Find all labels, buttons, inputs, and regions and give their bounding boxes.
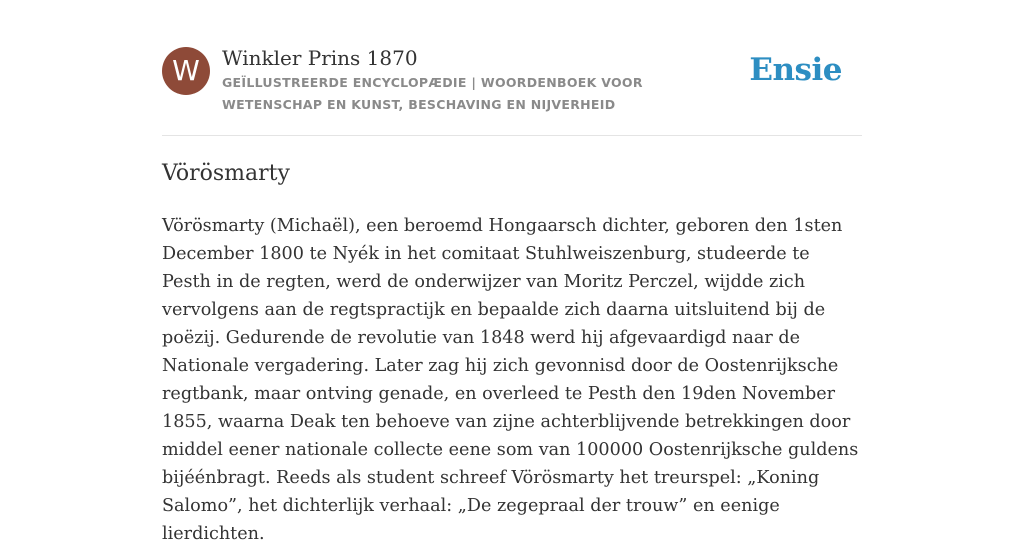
header-divider xyxy=(162,135,862,136)
source-subtitle: GEÏLLUSTREERDE ENCYCLOPÆDIE | WOORDENBOEK VOOR WETENSCHAP EN KUNST, BESCHAVING EN NIJVERHEID xyxy=(222,75,643,112)
article-title: Vörösmarty xyxy=(162,161,290,186)
source-header xyxy=(162,46,862,136)
brand-logo[interactable]: Ensie xyxy=(749,52,842,88)
source-title[interactable]: Winkler Prins 1870 xyxy=(222,46,418,70)
article-body: Vörösmarty (Michaël), een beroemd Hongaarsch dichter, geboren den 1sten December 1800 te Nyék in het comitaat Stuhlweiszenburg, studeerde te Pesth in de regten, werd de onderwijzer van Moritz Perczel, wijdde zich vervolgens aan de regtspractijk en bepaalde zich daarna uitsluitend bij de poëzij. Gedurende de revolutie van 1848 werd hij afgevaardigd naar de Nationale vergadering. Later zag hij zich gevonnisd door de Oostenrijksche regtbank, maar ontving genade, en overleed te Pesth den 19den November 1855, waarna Deak ten behoeve van zijne achterblijvende betrekkingen door middel eener nationale collecte eene som van 100000 Oostenrijksche guldens bijéénbragt. Reeds als student schreef Vörösmarty het treurspel: „Koning Salomo”, het dichterlijk verhaal: „De zegepraal der trouw” en eenige lierdichten. xyxy=(162,216,859,544)
source-avatar[interactable]: W xyxy=(162,47,210,95)
